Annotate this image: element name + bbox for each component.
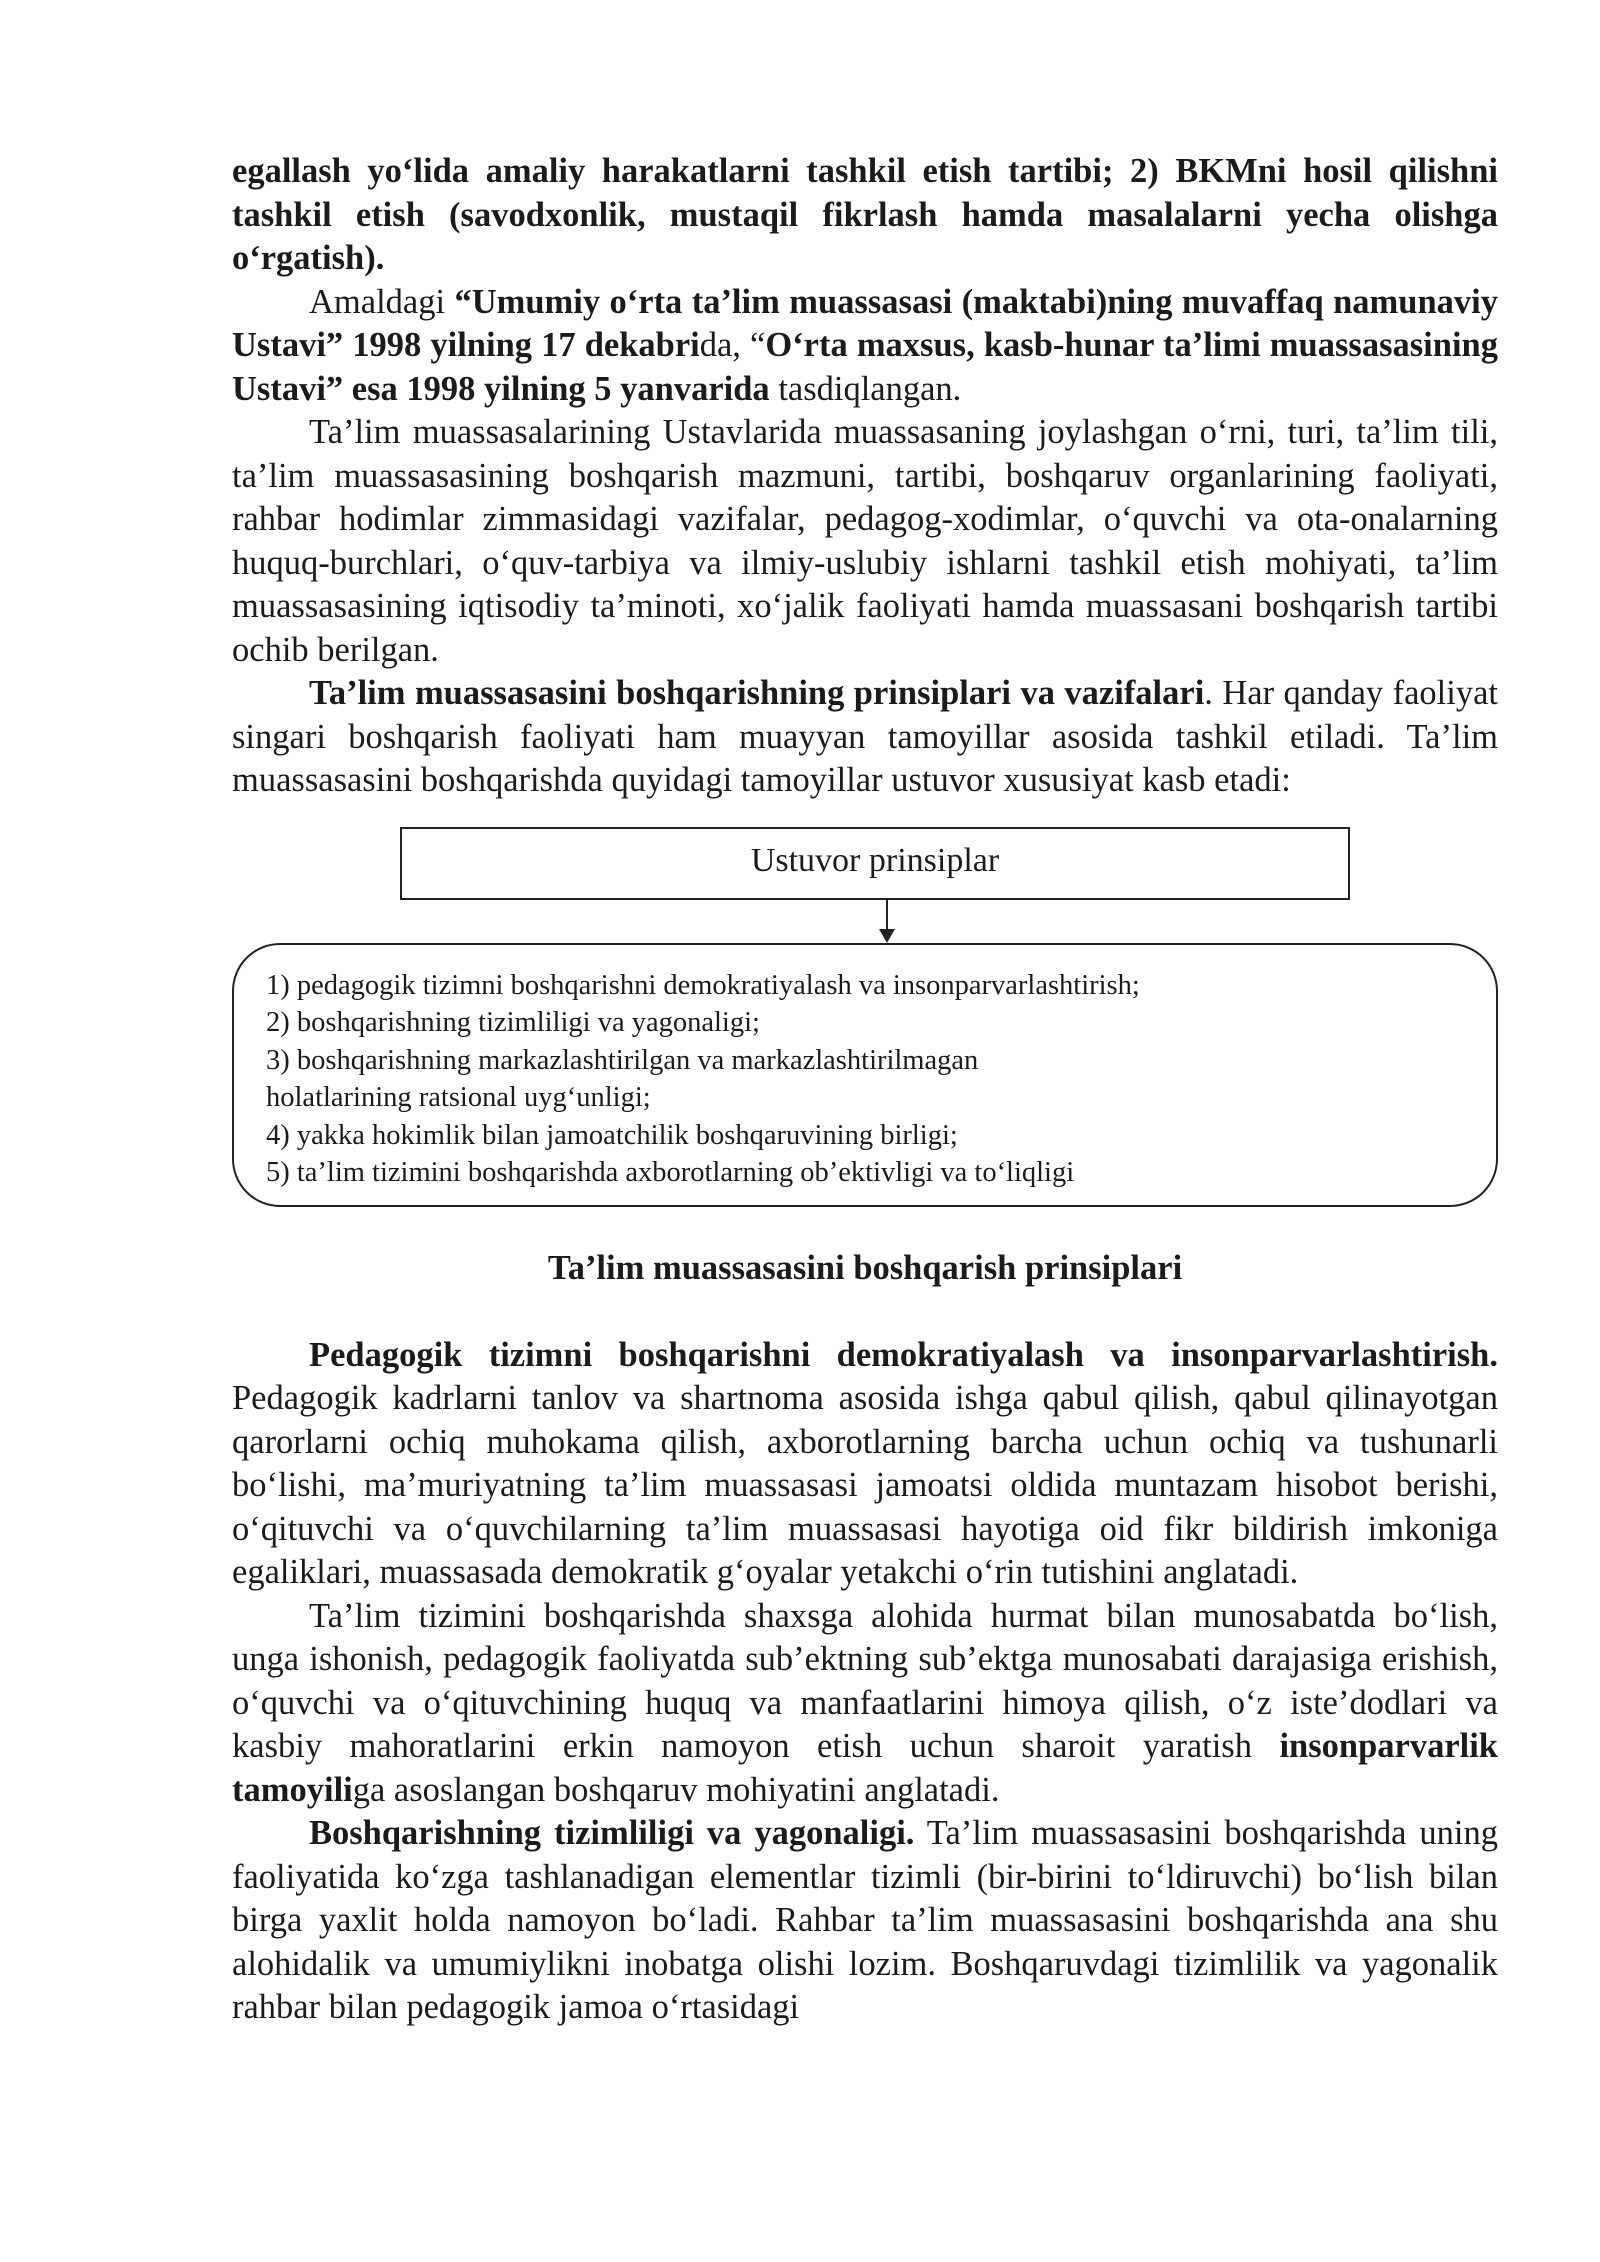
intro-bold-text: egallash yo‘lida amaliy harakatlarni tashkil etish tartibi; 2) BKMni hosil qilishni tashkil etish (savodxonlik, mustaqil fikrlash hamda masalalarni yecha olishga o‘rgatish). bbox=[232, 152, 1498, 277]
systemicity-text: Ta’lim muassasasini boshqarishda uning faoliyatida ko‘zga tashlanadigan elementlar tizimli (bir-birini to‘ldiruvchi) bo‘lish bilan birga yaxlit holda namoyon bo‘ladi. Rahbar ta’lim muassasasini boshqarishda ana shu alohidalik va umumiylikni inobatga olishi lozim. Boshqaruvdagi tizimlilik va yagonalik rahbar bilan pedagogik jamoa o‘rtasidagi bbox=[232, 1814, 1498, 2026]
principle-item: 5) ta’lim tizimini boshqarishda axborotlarning ob’ektivligi va to‘liqligi bbox=[266, 1157, 1075, 1188]
statutes-bold-1: “Umumiy o‘rta ta’lim muassasasi (maktabi)ning muvaffaq namunaviy Ustavi” 1998 yilning 17 dekabri bbox=[232, 282, 1498, 364]
principle-item: 2) boshqarishning tizimliligi va yagonaligi; bbox=[266, 1007, 760, 1038]
principle-item: 3) boshqarishning markazlashtirilgan va markazlashtirilmagan bbox=[266, 1044, 979, 1076]
diagram-header-box: Ustuvor prinsiplar bbox=[400, 827, 1350, 900]
paragraph-statute-contents bbox=[232, 411, 1498, 672]
spacer bbox=[232, 1290, 1498, 1334]
humanism-text-2: ga asoslangan boshqaruv mohiyatini anglatadi. bbox=[352, 1770, 1000, 1809]
principle-item: 1) pedagogik tizimni boshqarishni demokratiyalash va insonparvarlashtirish; bbox=[266, 969, 1140, 1001]
humanism-text-1: Ta’lim tizimini boshqarishda shaxsga alohida hurmat bilan munosabatda bo‘lish, unga ishonish, pedagogik faoliyatda sub’ektning sub’ektga munosabati darajasiga erishish, o‘quvchi va o‘qituvchining huquq va manfaatlarini himoya qilish, o‘z iste’dodlari va kasbiy mahoratlarini erkin namoyon etish uchun sharoit yaratish bbox=[232, 1596, 1498, 1765]
principles-heading-inline: Ta’lim muassasasini boshqarishning prinsiplari va vazifalari bbox=[309, 674, 1205, 712]
statutes-text-1: Amaldagi bbox=[309, 282, 455, 321]
paragraph-statutes bbox=[232, 281, 1498, 412]
democratization-heading: Pedagogik tizimni boshqarishni demokratiyalash va insonparvarlashtirish. bbox=[309, 1335, 1498, 1374]
document-page bbox=[232, 150, 1498, 2030]
diagram-caption: Ta’lim muassasasini boshqarish prinsiplari bbox=[547, 1248, 1183, 1287]
paragraph-democratization bbox=[232, 1334, 1498, 1595]
arrow-down-icon bbox=[879, 929, 895, 943]
principle-item: holatlarining ratsional uyg‘unligi; bbox=[266, 1082, 651, 1113]
statute-contents-text: Ta’lim muassasalarining Ustavlarida muassasaning joylashgan o‘rni, turi, ta’lim tili, ta’lim muassasasining boshqarish mazmuni, tartibi, boshqaruv organlarining faoliyati, rahbar hodimlar zimmasidagi vazifalar, pedagog-xodimlar, o‘quvchi va ota-onalarning huquq-burchlari, o‘quv-tarbiya va ilmiy-uslubiy ishlarni tashkil etish mohiyati, ta’lim muassasasining iqtisodiy ta’minoti, xo‘jalik faoliyati hamda muassasani boshqarish tartibi ochib berilgan. bbox=[232, 413, 1498, 669]
principles-diagram bbox=[232, 809, 1498, 1247]
paragraph-humanism bbox=[232, 1595, 1498, 1813]
statutes-text-3: tasdiqlangan. bbox=[769, 369, 962, 408]
paragraph-intro bbox=[232, 150, 1498, 281]
diagram-list-box bbox=[232, 943, 1498, 1207]
paragraph-systemicity bbox=[232, 1812, 1498, 2030]
statutes-text-2: da, “ bbox=[699, 326, 766, 364]
principles-intro-text: . Har qanday faoliyat singari boshqarish faoliyati ham muayyan tamoyillar asosida tashkil etiladi. Ta’lim muassasasini boshqarishda quyidagi tamoyillar ustuvor xususiyat kasb etadi: bbox=[232, 674, 1498, 799]
humanism-bold: insonparvarlik tamoyili bbox=[232, 1727, 1498, 1809]
paragraph-principles-intro bbox=[232, 672, 1498, 803]
systemicity-heading: Boshqarishning tizimliligi va yagonaligi. bbox=[309, 1814, 915, 1852]
democratization-text: Pedagogik kadrlarni tanlov va shartnoma asosida ishga qabul qilish, qabul qilinayotgan qarorlarni ochiq muhokama qilish, axborotlarning barcha uchun ochiq va tushunarli bo‘lishi, ma’muriyatning ta’lim muassasasi jamoatsi oldida muntazam hisobot berishi, o‘qituvchi va o‘quvchilarning ta’lim muassasasi hayotiga oid fikr bildirish imkoniga egaliklari, muassasada demokratik g‘oyalar yetakchi o‘rin tutishini anglatadi. bbox=[232, 1379, 1498, 1591]
statutes-bold-2: O‘rta maxsus, kasb-hunar ta’limi muassasasining Ustavi” esa 1998 yilning 5 yanvarida bbox=[232, 326, 1498, 408]
principle-item: 4) yakka hokimlik bilan jamoatchilik boshqaruvining birligi; bbox=[266, 1119, 958, 1151]
